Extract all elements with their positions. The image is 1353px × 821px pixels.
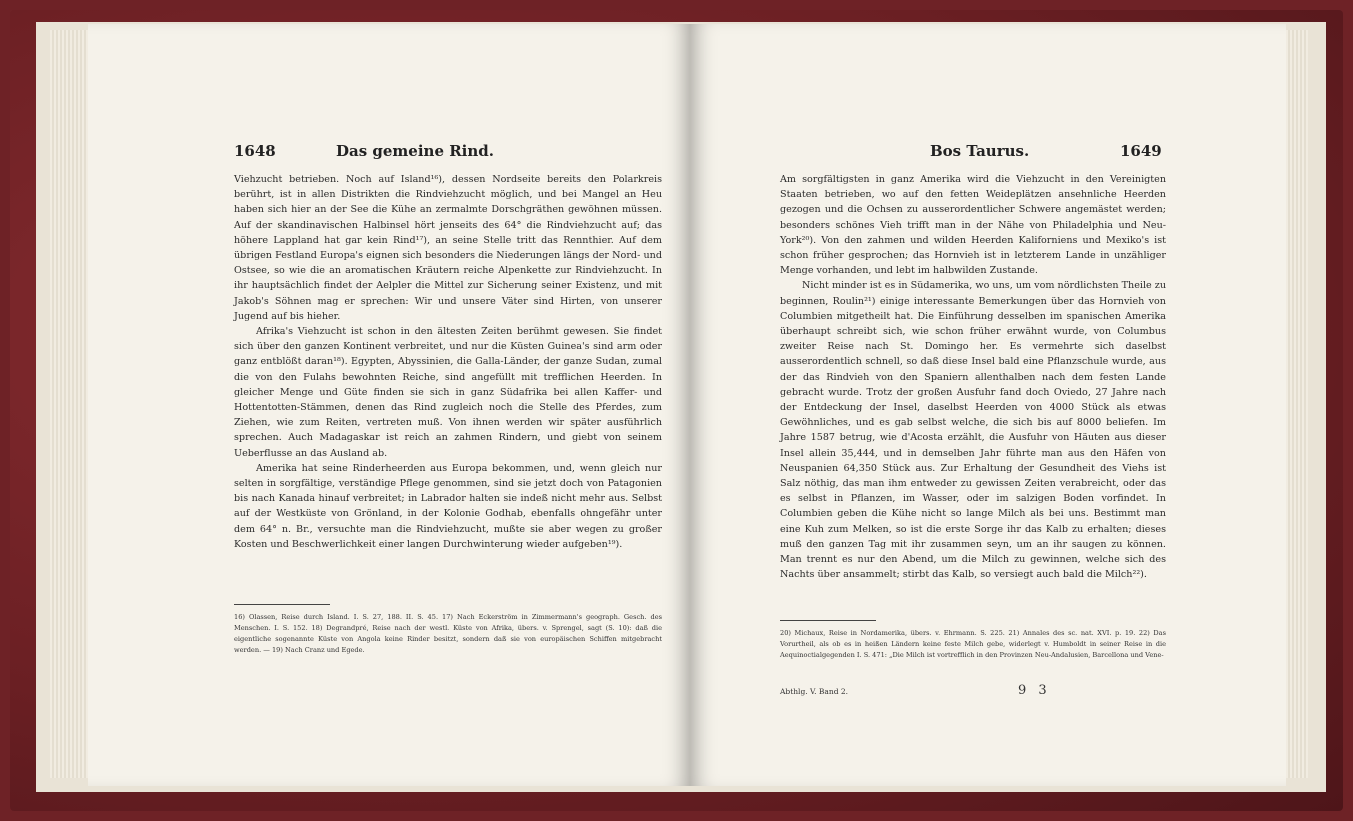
left-running-head: Das gemeine Rind.	[336, 142, 494, 160]
right-footnotes: 20) Michaux, Reise in Nordamerika, übers. v. Ehrmann. S. 225. 21) Annales des sc. nat. XVI. p. 19. 22) Das Vorurtheil, als ob es in heißen Ländern keine feste Milch gebe, widerlegt v. Humboldt in seiner Reise in die Aequinoctialgegenden I. S. 471: „Die Milch ist vortrefflich in den Provinzen Neu-Andalusien, Barcellona und Vene-	[780, 629, 1166, 659]
paragraph: Am sorgfältigsten in ganz Amerika wird die Viehzucht in den Vereinigten Staaten betrieben, wo auf den fetten Weideplätzen ansehnliche Heerden gezogen und die Ochsen zu ausserordentlicher Schwere angemästet werden; besonders schönes Vieh trifft man in der Nähe von Philadelphia und Neu-York²⁰). Von den zahmen und wilden Heerden Kaliforniens und Mexiko's ist schon früher gesprochen; das Hornvieh ist in letzterem Lande in unzähliger Menge vorhanden, und lebt im halbwilden Zustande.	[780, 174, 1166, 277]
paragraph: Nicht minder ist es in Südamerika, wo uns, um vom nördlichsten Theile zu beginnen, Roulin²¹) einige interessante Bemerkungen über das Hornvieh von Columbien mitgetheilt hat. Die Einführung desselben im spanischen Amerika überhaupt schreibt sich, wie schon früher erwähnt wurde, von Columbus zweiter Reise nach St. Domingo her. Es vermehrte sich daselbst ausserordentlich schnell, so daß diese Insel bald eine Pflanzschule wurde, aus der das Rindvieh von den Spaniern allenthalben nach dem festen Lande gebracht wurde. Trotz der großen Ausfuhr fand doch Oviedo, 27 Jahre nach der Entdeckung der Insel, daselbst Heerden von 4000 Stück als etwas Gewöhnliches, und es gab selbst welche, die sich bis auf 8000 beliefen. Im Jahre 1587 betrug, wie d'Acosta erzählt, die Ausfuhr von Häuten aus dieser Insel allein 35,444, und in demselben Jahr führte man aus den Häfen von Neuspanien 64,350 Stück aus. Zur Erhaltung der Gesundheit des Viehs ist Salz nöthig, das man ihm entweder zu gewissen Zeiten verabreicht, oder das es selbst in Pflanzen, im Wasser, oder im salzigen Boden vorfindet. In Columbien geben die Kühe nicht so lange Milch als bei uns. Bestimmt man eine Kuh zum Melken, so ist die erste Sorge ihr das Kalb zu erhalten; dieses muß den ganzen Tag mit ihr zusammen seyn, um an ihr saugen zu können. Man trennt es nur den Abend, um die Milch zu gewinnen, welche sich des Nachts über ansammelt; stirbt das Kalb, so versiegt auch bald die Milch²²).	[780, 280, 1166, 581]
paragraph: Viehzucht betrieben. Noch auf Island¹⁶), dessen Nordseite bereits den Polarkreis berührt, ist in allen Distrikten die Rindviehzucht möglich, und bei Mangel an Heu haben sich hier an der See die Kühe an zermalmte Dorschgräthen gewöhnen müssen. Auf der skandinavischen Halbinsel hört jenseits des 64° die Rindviehzucht auf; das höhere Lappland hat gar kein Rind¹⁷), an seine Stelle tritt das Rennthier. Auf dem übrigen Festland Europa's eignen sich besonders die Niederungen längs der Nord- und Ostsee, so wie die an aromatischen Kräutern reiche Alpenkette zur Rindviehzucht. In ihr hauptsächlich findet der Aelpler die Mittel zur Sicherung seiner Existenz, und mit Jakob's Söhnen mag er sprechen: Wir und unsere Väter sind Hirten, von unserer Jugend auf bis hieher.	[234, 174, 662, 322]
right-page-edges	[1286, 30, 1308, 778]
left-body-text	[234, 172, 662, 552]
volume-signature: Abthlg. V. Band 2.	[780, 687, 849, 696]
paragraph: Amerika hat seine Rinderheerden aus Europa bekommen, und, wenn gleich nur selten in sorgfältige, verständige Pflege genommen, sind sie jetzt doch von Patagonien bis nach Kanada hinauf verbreitet; in Labrador halten sie indeß nicht mehr aus. Selbst auf der Westküste von Grönland, in der Kolonie Godhab, ebenfalls ohngefähr unter dem 64° n. Br., versuchte man die Rindviehzucht, mußte sie aber wegen zu großer Kosten und Beschwerlichkeit einer langen Durchwinterung wieder aufgeben¹⁹).	[234, 462, 662, 550]
footnote-rule	[234, 604, 330, 605]
sheet-signature: 9 3	[1018, 683, 1051, 698]
paragraph: Afrika's Viehzucht ist schon in den ältesten Zeiten berühmt gewesen. Sie findet sich über den ganzen Kontinent verbreitet, und nur die Küsten Guinea's sind arm oder ganz entblößt daran¹⁸). Egypten, Abyssinien, die Galla-Länder, der ganze Sudan, zumal die von den Fulahs bewohnten Reiche, sind angefüllt mit trefflichen Heerden. In gleicher Menge und Güte finden sie sich in ganz Südafrika bei allen Kaffer- und Hottentotten-Stämmen, denen das Rind zugleich noch die Stelle des Pferdes, zum Ziehen, wie zum Reiten, vertreten muß. Von ihnen werden wir später ausführlich sprechen. Auch Madagaskar ist reich an zahmen Rindern, und giebt von seinem Ueberflusse an das Ausland ab.	[234, 326, 662, 459]
right-page	[690, 24, 1286, 786]
right-page-number: 1649	[1120, 142, 1162, 160]
right-running-head: Bos Taurus.	[930, 142, 1030, 160]
right-body-text	[780, 172, 1166, 582]
left-footnotes: 16) Olassen, Reise durch Island. I. S. 27, 188. II. S. 45. 17) Nach Eckerström in Zimmermann's geograph. Gesch. des Menschen. I. S. 152. 18) Degrandpré, Reise nach der westl. Küste von Afrika, übers. v. Sprengel, sagt (S. 10): daß die eigentliche sogenannte Küste von Angola keine Rinder besitzt, sondern daß sie von europäischen Schiffen mitgebracht werden. — 19) Nach Cranz und Egede.	[234, 613, 662, 654]
left-page-number: 1648	[234, 142, 276, 160]
left-page-edges	[50, 30, 90, 778]
footnote-rule	[780, 620, 876, 621]
left-page	[88, 24, 690, 786]
